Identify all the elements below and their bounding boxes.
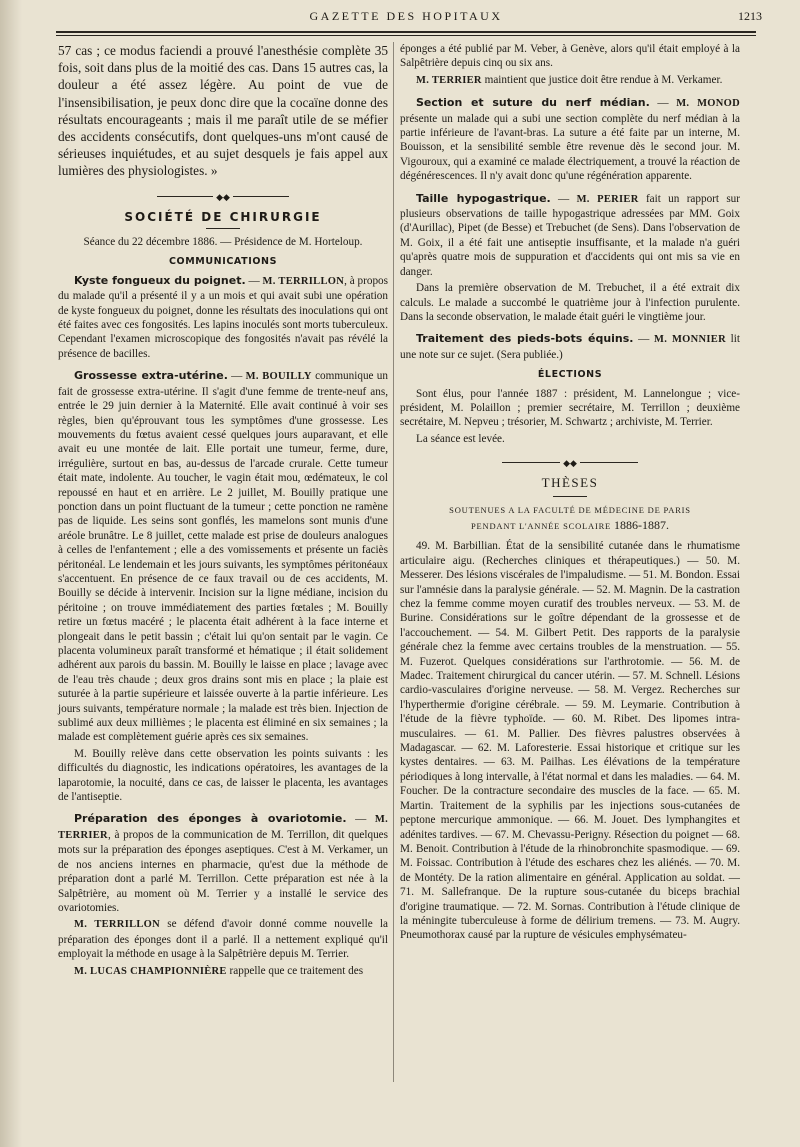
- piedsbots-author: M. MONNIER: [654, 334, 726, 346]
- theses-subtitle: SOUTENUES A LA FACULTÉ DE MÉDECINE DE PARIS: [449, 504, 691, 515]
- terrillon-reply-author: M. TERRILLON: [74, 919, 161, 931]
- piedsbots-paragraph: Traitement des pieds-bots équins. — M. MONNIER lit une note sur ce sujet. (Sera publiée.): [400, 332, 741, 361]
- separator-ornament-2: ◆◆: [400, 456, 740, 468]
- preparation-author: M. TERRIER: [58, 814, 389, 841]
- binding-shadow: [0, 0, 22, 1147]
- section-paragraph: Section et suture du nerf médian. — M. MONOD présente un malade qui a subi une section complète du nerf médian à la partie inférieure de l'avant-bras. La suture a été faite par un interne, M. Bouisson, et la sensibilité semble être revenue dès le second jour. M. Vigouroux, qui a examiné ce malade électriquement, a trouvé la réaction de dégénérescences. Il n'y avait donc qu'une régénération apparente.: [400, 96, 740, 183]
- kyste-title: Kyste fongueux du poignet.: [74, 273, 246, 287]
- terrier-text: maintient que justice doit être rendue à M. Verkamer.: [481, 73, 723, 86]
- section-text: présente un malade qui a subi une section complète du nerf médian à la partie inférieure de l'avant-bras. La suture a été faite par un interne, M. Bouisson, et la sensibilité semble être revenue dès le second jour. M. Vigouroux, qui a examiné ce malade électriquement, a trouvé la réaction de dégénérescences. Il n'y avait donc qu'une régénération apparente.: [400, 112, 740, 183]
- theses-title: THÈSES: [541, 475, 599, 491]
- theses-year: 1886-1887.: [613, 517, 669, 532]
- taille-paragraph: Taille hypogastrique. — M. PERIER fait un rapport sur plusieurs observations de taille hypogastrique adressées par MM. Goix (d'Aurillac), Pipet (de Besse) et Trebuchet (de Sens). Dans l'observation de M. Goix, il a été fait une antiseptie insuffisante, et la malade n'a guéri qu'après quatre mois de suppuration et d'accidents qui ont mis sa vie en danger.: [400, 191, 740, 278]
- running-title: GAZETTE DES HOPITAUX: [309, 9, 503, 23]
- championniere-author: M. LUCAS CHAMPIONNIÈRE: [74, 965, 227, 977]
- column-divider: [393, 42, 394, 1082]
- piedsbots-title: Traitement des pieds-bots équins.: [416, 332, 634, 346]
- elections-paragraph: Sont élus, pour l'année 1887 : président, M. Lannelongue ; vice-président, M. Polaillon ; premier secrétaire, M. Terrillon ; deuxième secrétaire, M. Nepveu ; trésorier, M. Schwartz ; archiviste, M. Terrier.: [400, 387, 740, 429]
- grossesse-paragraph-2: M. Bouilly relève dans cette observation les points suivants : les difficultés du diagnostic, les indications opératoires, les avantages de la laparotomie, la nocuité, dans ce cas, de laisser le placenta, les avantages de l'antiseptie.: [58, 747, 388, 804]
- intro-paragraph: 57 cas ; ce modus faciendi a prouvé l'anesthésie complète 35 fois, soit dans plus de la moitié des cas. Dans 15 autres cas, la douleur a été assez légère. Au point de vue de l'insensibilisation, je peux donc dire que la cocaïne donne des résultats encourageants ; mais il me paraît utile de se méfier des accidents consécutifs, dont quelques-uns m'ont causé de sérieuses inquiétudes, et au sujet desquels je fais appel aux lumières des physiologistes. »: [58, 43, 388, 179]
- championniere-text: rappelle que ce traitement des: [226, 964, 364, 977]
- elections-heading: ÉLECTIONS: [537, 369, 603, 381]
- kyste-text: , à propos du malade qu'il a présenté il y a un mois et qui avait subi une opération de kyste fongueux du poignet, donne les résultats des inoculations qui ont été faites avec ces fongosités. Les lapins inoculés sont morts tuberculeux. Cependant l'examen microscopique des fongosités n'avait pas révélé la présence de bacilles.: [58, 274, 389, 360]
- left-column: [58, 42, 388, 981]
- society-title: SOCIÉTÉ DE CHIRURGIE: [124, 209, 322, 224]
- terrillon-reply-paragraph: [58, 917, 388, 961]
- grossesse-title: Grossesse extra-utérine.: [74, 369, 228, 383]
- terrier-paragraph: [400, 73, 740, 88]
- page-header: [56, 9, 762, 29]
- continuation-paragraph: éponges a été publié par M. Veber, à Genève, alors qu'il était employé à la Salpêtrière depuis cinq ou six ans.: [400, 43, 740, 70]
- title-rule: [206, 228, 240, 229]
- taille-title: Taille hypogastrique.: [416, 191, 551, 205]
- page-number: 1213: [738, 9, 762, 23]
- theses-period-label: PENDANT L'ANNÉE SCOLAIRE: [471, 520, 612, 531]
- theses-list: 49. M. Barbillian. État de la sensibilité cutanée dans le rhumatisme articulaire aigu. (Recherches cliniques et thérapeutiques.) — 50. M. Messerer. Des lésions viscérales de l'impaludisme. — 51. M. Bondon. Essai sur l'amnésie dans la paralysie générale. — 52. M. Magnin. De la castration chez la femme comme moyen curatif des troubles nerveux. — 53. M. de Burine. Considérations sur le goître dépendant de la grossesse et de l'accouchement. — 54. M. Gilbert Petit. Des rapports de la paralysie générale chez la femme avec certains troubles de la menstruation. — 55. M. Fuzerot. Quelques considérations sur l'arthrotomie. — 56. M. de Madec. Traitement chirurgical du cancer utérin. — 57. M. Schnell. Lésions cardio-vasculaires d'origine nerveuse. — 58. M. Vergez. Recherches sur l'hyperthermie d'origine cérébrale. — 59. M. Leymarie. Contribution à l'étude de la fièvre typhoïde. — 60. M. Ribet. Des lipomes intra-musculaires. — 61. M. Pallier. Des fièvres palustres observées à Madagascar. — 62. M. Laforesterie. Essai historique et critique sur les kystes dentaires. — 63. M. Pailhas. Les élévations de la température périodiques à long intervalle, à l'état normal et dans les maladies. — 64. M. Foucher. De la contracture secondaire des muscles de la face. — 65. M. Martin. Traitement de la syphilis par les injections sous-cutanées de peptone mercurique ammonique. — 66. M. Jouet. Des lymphangites et adénites tardives. — 67. M. Chevassu-Perigny. Résection du poignet — 68. M. Benoit. Contribution à l'étude de la rhinobronchite spasmodique. — 69. M. Foissac. Contribution à l'étude des eschares chez les aliénés. — 70. M. de Montéty. De la ration alimentaire en général. Application au soldat. — 71. M. Sallefranque. De la rupture sous-cutanée du biceps brachial d'origine traumatique. — 72. M. Sornas. Contribution à l'étude clinique de la méningite tuberculeuse à forme de délirium tremens. — 73. M. Augry. Pneumothorax causé par la rupture de vésicules emphysémateu-: [400, 540, 740, 942]
- section-author: M. MONOD: [676, 98, 740, 110]
- grossesse-text: communique un fait de grossesse extra-utérine. Il s'agit d'une femme de trente-neuf ans, entrée le 29 juin dernier à la Maternité. Elle avait continué à voir ses règles, bien qu'éprouvant tous les symptômes d'une grossesse. Les mouvements du fœtus avaient cessé quelques jours auparavant, et elle avait eu une montée de lait. Elle portait une tumeur, ferme, dure, irrégulière, surtout en bas, au-dessus de l'arcade crurale. Cette tumeur était mate, indolente. Au toucher, le vagin était mou, œdémateux, le col repoussé en haut et en arrière. Le 2 juillet, M. Bouilly pratique une ponction dans un point fluctuant de la tumeur ; cette ponction ne ramène pas de liquide. Les seins sont gonflés, les mamelons sont munis d'une aréole brunâtre. Le 8 juillet, cette malade est prise de douleurs analogues à celles de l'enfantement ; elle a des vomissements et présente un faciès péritonéal. Le lendemain et les jours suivants, les symptômes péritonéaux s'accentuent. En présence de ce faux travail ou de ces accidents, M. Bouilly se décide à intervenir. Incision sur la ligne médiane, incision du péritoine ; on trouve immédiatement des parties fœtales ; M. Bouilly retire un fœtus macéré ; le placenta était adhérent à la face interne et plongeait dans le petit bassin ; c'était lui qu'on sentait par le vagin. Ce placenta volumineux paraît transformé et hématique ; il était solidement adhérent aux parois du bassin. M. Bouilly le laisse en place ; lavage avec de l'eau très chaude ; deux gros drains sont mis en place ; la plaie est suturée à la partie supérieure et laissée ouverte à la partie inférieure. Les jours suivants, température normale ; la malade est très bien. Injection de sublimé aux deux millièmes ; le placenta est éliminé en six semaines ; la malade est complètement guérie après ces six semaines.: [58, 370, 388, 744]
- grossesse-author: M. BOUILLY: [245, 371, 312, 383]
- header-rule-thick: [56, 31, 756, 33]
- taille-text: fait un rapport sur plusieurs observations de taille hypogastrique adressées par MM. Goix (d'Aurillac), Pipet (de Besse) et Trebuchet (de Sens). Dans l'observation de M. Goix, il a été fait une antiseptie insuffisante, et la malade n'a guéri qu'après quatre mois de suppuration et d'accidents qui ont mis sa vie en danger.: [400, 192, 740, 278]
- header-rule-thin: [56, 35, 756, 36]
- right-column: [400, 42, 740, 945]
- theses-rule: [553, 496, 587, 497]
- preparation-paragraph: Préparation des éponges à ovariotomie. — M. TERRIER, à propos de la communication de M. Terrillon, dit quelques mots sur la préparation des éponges aseptiques. C'est à M. Verkamer, un de nos anciens internes en pharmacie, qu'est due la méthode de préparation dont a parlé M. Terrillon. Cette préparation est née à la Salpêtrière, au moment où M. Terrier y a installé le service des ovariotomies.: [58, 812, 389, 914]
- championniere-paragraph: [58, 964, 388, 979]
- piedsbots-text: lit une note sur ce sujet. (Sera publiée.): [400, 333, 741, 361]
- terrier-author: M. TERRIER: [416, 74, 482, 86]
- session-line: Séance du 22 décembre 1886. — Présidence de M. Horteloup.: [83, 236, 363, 249]
- separator-ornament: ◆◆: [58, 190, 388, 202]
- preparation-text: , à propos de la communication de M. Terrillon, dit quelques mots sur la préparation des éponges aseptiques. C'est à M. Verkamer, un de nos anciens internes en pharmacie, qu'est due la méthode de préparation dont a parlé M. Terrillon. Cette préparation est née à la Salpêtrière, au moment où M. Terrier y a installé le service des ovariotomies.: [58, 828, 388, 914]
- communications-heading: COMMUNICATIONS: [168, 256, 278, 268]
- taille-paragraph-2: Dans la première observation de M. Trebuchet, il a été extrait dix calculs. Le malade a succombé le quatrième jour à l'infection purulente. Dans la seconde observation, le malade était guéri le vingtième jour.: [400, 282, 740, 323]
- section-title: Section et suture du nerf médian.: [416, 96, 650, 110]
- preparation-title: Préparation des éponges à ovariotomie.: [74, 812, 347, 826]
- taille-author: M. PERIER: [576, 193, 639, 205]
- kyste-author: M. TERRILLON: [262, 275, 345, 287]
- grossesse-paragraph: Grossesse extra-utérine. — M. BOUILLY communique un fait de grossesse extra-utérine. Il s'agit d'une femme de trente-neuf ans, entrée le 29 juin dernier à la Maternité. Elle avait continué à voir ses règles, bien qu'éprouvant tous les symptômes d'une grossesse. Les mouvements du fœtus avaient cessé quelques jours auparavant, et elle avait eu une montée de lait. Elle portait une tumeur, ferme, dure, irrégulière, surtout en bas, au-dessus de l'arcade crurale. Cette tumeur était mate, indolente. Au toucher, le vagin était mou, œdémateux, le col repoussé en haut et en arrière. Le 2 juillet, M. Bouilly pratique une ponction dans un point fluctuant de la tumeur ; cette ponction ne ramène pas de liquide. Les seins sont gonflés, les mamelons sont munis d'une aréole brunâtre. Le 8 juillet, cette malade est prise de douleurs analogues à celles de l'enfantement ; elle a des vomissements et présente un faciès péritonéal. Le lendemain et les jours suivants, les symptômes péritonéaux s'accentuent. En présence de ce faux travail ou de ces accidents, M. Bouilly se décide à intervenir. Incision sur la ligne médiane, incision du péritoine ; on trouve immédiatement des parties fœtales ; M. Bouilly retire un fœtus macéré ; le placenta était adhérent à la face interne et plongeait dans le petit bassin ; c'était lui qu'on sentait par le vagin. Ce placenta volumineux paraît transformé et hématique ; il était solidement adhérent aux parois du bassin. M. Bouilly le laisse en place ; lavage avec de l'eau très chaude ; deux gros drains sont mis en place ; la plaie est suturée à la partie supérieure et laissée ouverte à la partie inférieure. Les jours suivants, température normale ; la malade est très bien. Injection de sublimé aux deux millièmes ; le placenta est éliminé en six semaines ; la malade est complètement guérie après ces six semaines.: [58, 369, 388, 744]
- terrillon-reply-text: se défend d'avoir donné comme nouvelle la préparation des éponges dont il a parlé. Il a nettement expliqué qu'il employait la méthode en usage à la Salpêtrière depuis M. Terrier.: [58, 918, 388, 961]
- kyste-paragraph: Kyste fongueux du poignet. — M. TERRILLON, à propos du malade qu'il a présenté il y a un mois et qui avait subi une opération de kyste fongueux du poignet, donne les résultats des inoculations qui ont été faites avec ces fongosités. Les lapins inoculés sont morts tuberculeux. Cependant l'examen microscopique des fongosités n'avait pas révélé la présence de bacilles.: [58, 273, 389, 360]
- theses-period: [400, 518, 740, 533]
- closing-line: La séance est levée.: [416, 432, 505, 445]
